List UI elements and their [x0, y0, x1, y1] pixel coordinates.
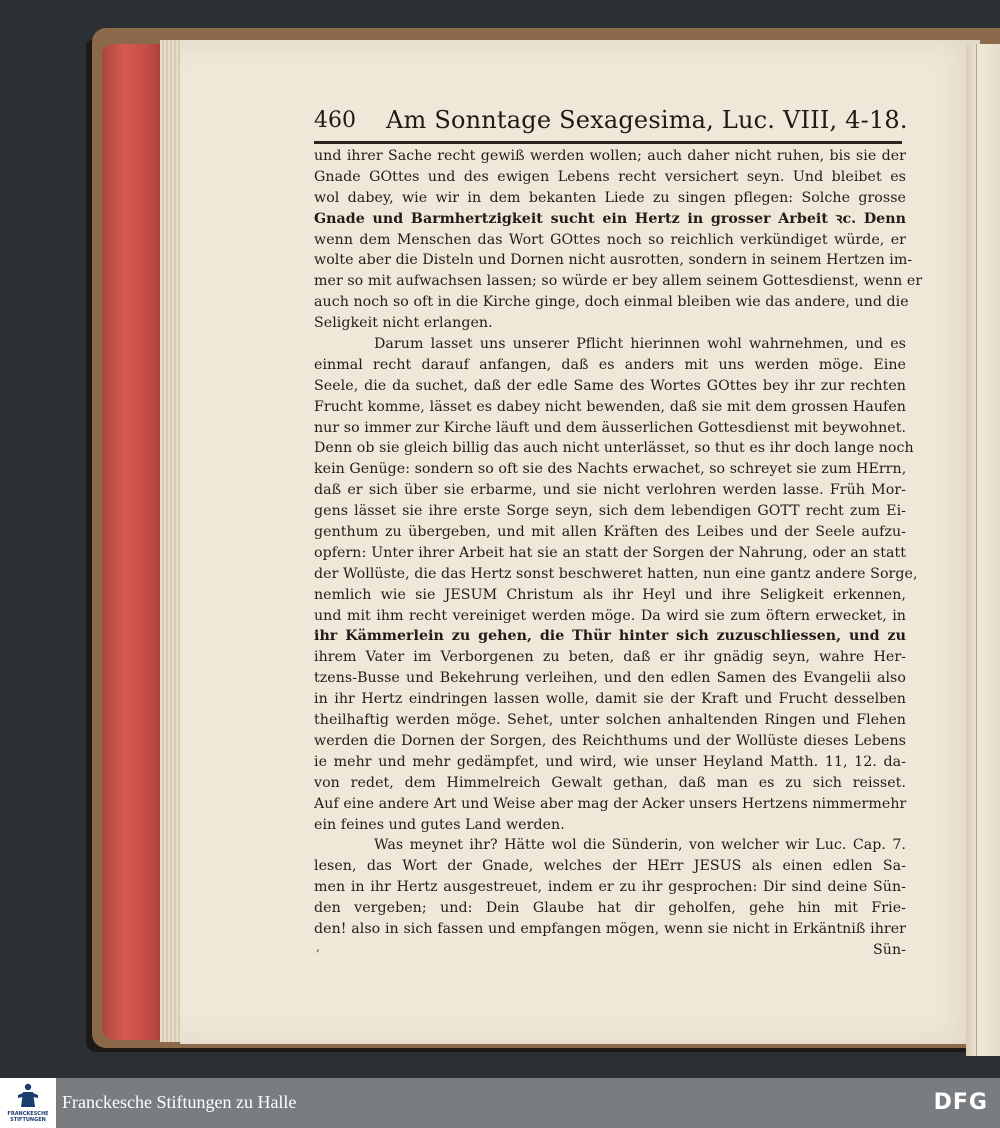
text-line: Seligkeit nicht erlangen.	[314, 315, 493, 332]
text-line: wol dabey, wie wir in dem bekanten Liede zu singen pflegen: Solche grosse	[314, 189, 906, 206]
text-line: ein feines und gutes Land werden.	[314, 816, 565, 833]
body-text	[314, 146, 923, 961]
text-line: Frucht komme, lässet es dabey nicht bewenden, daß sie mit dem grossen Haufen	[314, 398, 906, 415]
text-line: wenn dem Menschen das Wort GOttes noch so reichlich verkündiget würde, er	[314, 231, 906, 248]
text-line: ihr Kämmerlein zu gehen, die Thür hinter sich zuzuschliessen, und zu	[314, 628, 906, 645]
text-line: Gnade GOttes und des ewigen Lebens recht versichert seyn. Und bleibet es	[314, 168, 906, 185]
franckesche-logo-icon	[14, 1082, 42, 1110]
text-line: wolte aber die Disteln und Dornen nicht ausrotten, sondern in seinem Hertzen im-	[314, 252, 913, 269]
institution-logo[interactable]	[0, 1078, 56, 1128]
institution-name[interactable]: Franckesche Stiftungen zu Halle	[62, 1092, 297, 1112]
text-line: Denn ob sie gleich billig das auch nicht unterlässet, so thut es ihr doch lange noch	[314, 440, 914, 457]
running-title: Am Sonntage Sexagesima, Luc. VIII, 4-18.	[386, 106, 908, 134]
page-number: 460	[314, 108, 356, 133]
footer-bar	[0, 1078, 1000, 1128]
text-line: der Wollüste, die das Hertz sonst beschweret hatten, nun eine gantz andere Sorge,	[314, 565, 918, 582]
text-line: genthum zu übergeben, und mit allen Kräften des Leibes und der Seele aufzu-	[314, 524, 906, 541]
text-line: werden die Dornen der Sorgen, des Reichthums und der Wollüste dieses Lebens	[314, 732, 906, 749]
text-line: kein Genüge: sondern so oft sie des Nachts erwachet, so schreyet sie zum HErrn,	[314, 461, 907, 478]
text-line: von redet, dem Himmelreich Gewalt gethan, daß man es zu sich reisset.	[314, 774, 906, 791]
text-line: und ihrer Sache recht gewiß werden wollen; auch daher nicht ruhen, bis sie der	[314, 148, 906, 164]
red-page-edges	[102, 44, 168, 1040]
text-line: den vergeben; und: Dein Glaube hat dir geholfen, gehe hin mit Frie-	[314, 900, 906, 917]
text-line: Seele, die da suchet, daß der edle Same des Wortes GOttes bey ihr zur rechten	[314, 377, 906, 394]
text-line: ie mehr und mehr gedämpfet, und wird, wie unser Heyland Matth. 11, 12. da-	[314, 753, 906, 770]
text-line: auch noch so oft in die Kirche ginge, doch einmal bleiben wie das andere, und die	[314, 294, 909, 311]
catchword: Sün-	[873, 941, 906, 958]
header-rule	[314, 141, 902, 144]
text-line: nemlich wie sie JESUM Christum als ihr Heyl und ihre Seligkeit erkennen,	[314, 586, 906, 603]
text-line: Auf eine andere Art und Weise aber mag der Acker unsers Hertzens nimmermehr	[314, 795, 907, 812]
text-line: men in ihr Hertz ausgestreuet, indem er zu ihr gesprochen: Dir sind deine Sün-	[314, 879, 906, 896]
text-line: daß er sich über sie erbarme, und sie nicht verlohren werden lasse. Früh Mor-	[314, 482, 906, 499]
text-line: gens lässet sie ihre erste Sorge seyn, sich dem lebendigen GOTT recht zum Ei-	[314, 503, 906, 520]
text-line: lesen, das Wort der Gnade, welches der HErr JESUS als einen edlen Sa-	[314, 858, 906, 875]
ink-mark: ,	[316, 940, 320, 954]
text-line: einmal recht darauf anfangen, daß es anders mit uns werden möge. Eine	[314, 356, 906, 373]
dfg-logo-icon[interactable]: DFG	[933, 1090, 988, 1115]
text-line: Gnade und Barmhertzigkeit sucht ein Hertz in grosser Arbeit ꝛc. Denn	[314, 210, 906, 227]
text-line: Darum lasset uns unserer Pflicht hierinnen wohl wahrnehmen, und es	[374, 336, 906, 353]
facing-page-edge	[966, 44, 1000, 1056]
logo-caption: FRANCKESCHE STIFTUNGEN	[7, 1111, 49, 1123]
running-header	[314, 104, 908, 138]
text-line: in ihr Hertz eindringen lassen wolle, damit sie der Kraft und Frucht desselben	[314, 691, 906, 708]
text-line: tzens-Busse und Bekehrung verleihen, und den edlen Samen des Evangelii also	[314, 670, 906, 687]
text-line: mer so mit aufwachsen lassen; so würde er bey allem seinem Gottesdienst, wenn er	[314, 273, 923, 290]
text-line: ihrem Vater im Verborgenen zu beten, daß er ihr gnädig seyn, wahre Her-	[314, 649, 906, 666]
text-line: Was meynet ihr? Hätte wol die Sünderin, von welcher wir Luc. Cap. 7.	[374, 837, 906, 854]
text-line: opfern: Unter ihrer Arbeit hat sie an statt der Sorgen der Nahrung, oder an statt	[314, 544, 906, 561]
text-line: und mit ihm recht vereiniget werden möge. Da wird sie zum öftern erwecket, in	[314, 607, 906, 624]
text-line: theilhaftig werden möge. Sehet, unter solchen anhaltenden Ringen und Flehen	[314, 712, 906, 729]
text-line: nur so immer zur Kirche läuft und dem äusserlichen Gottesdienst mit beywohnet.	[314, 419, 907, 436]
text-line: den! also in sich fassen und empfangen mögen, wenn sie nicht in Erkäntniß ihrer	[314, 920, 906, 937]
